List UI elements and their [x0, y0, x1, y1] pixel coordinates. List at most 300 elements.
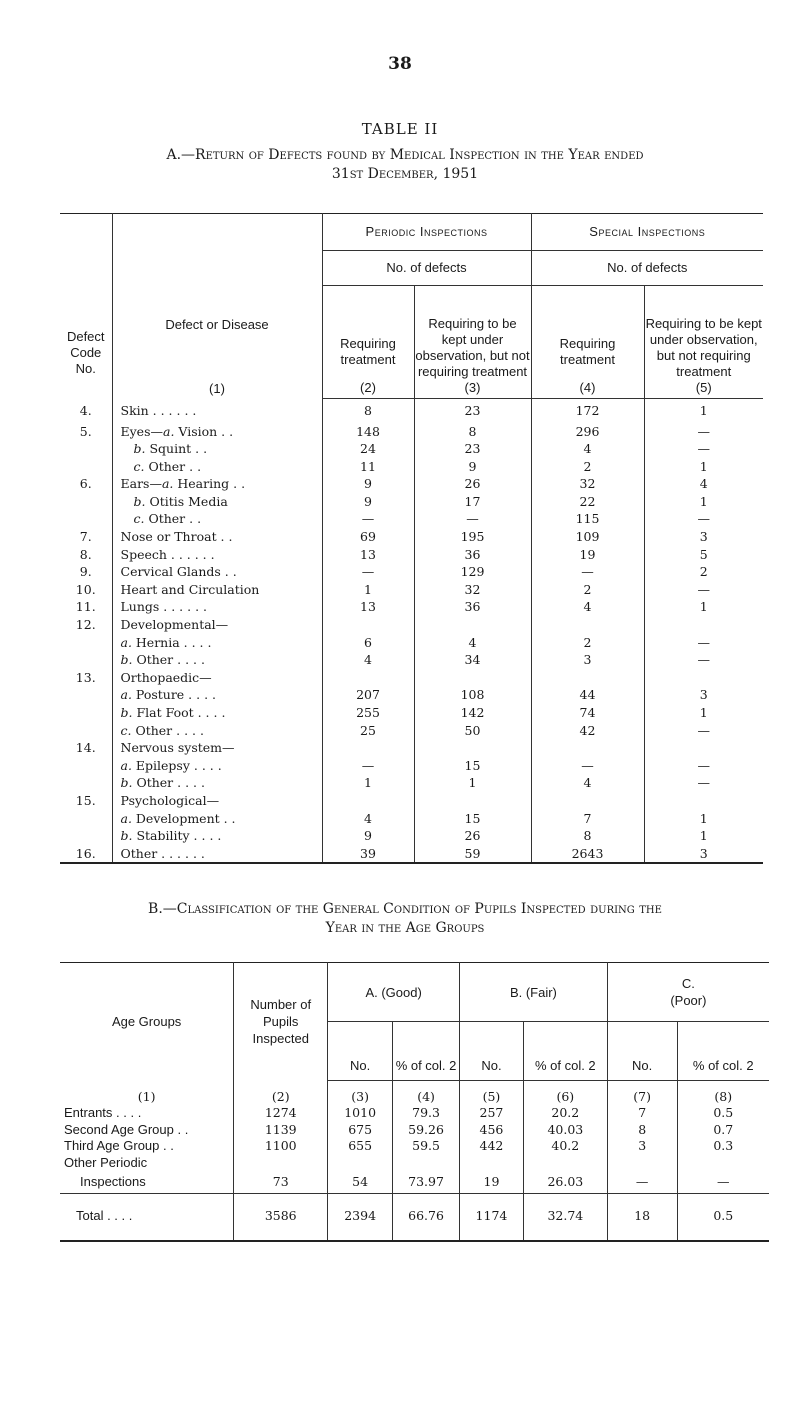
- defect-code: [60, 651, 112, 669]
- defect-label: Speech . . . . . .: [120, 546, 215, 562]
- defect-count-c5: 1: [644, 810, 763, 828]
- total-b-no: 1174: [460, 1193, 524, 1241]
- condition-c-pct: 0.7: [677, 1122, 769, 1139]
- empty-cell: [460, 1155, 524, 1172]
- defect-name: [112, 634, 322, 652]
- defect-name: [112, 458, 322, 476]
- defect-name: [112, 423, 322, 441]
- defect-name: [112, 475, 322, 493]
- defect-count-c3: 50: [414, 722, 531, 740]
- defect-count-c4: 8: [531, 827, 644, 845]
- defect-code: 14.: [75, 740, 96, 756]
- no-of-defects-periodic: No. of defects: [322, 251, 531, 286]
- condition-a-no: 54: [328, 1171, 393, 1193]
- total-c-no: 18: [607, 1193, 677, 1241]
- defect-count-c3: 36: [414, 598, 531, 616]
- defect-count-c3: 36: [414, 546, 531, 564]
- condition-c-no: 7: [607, 1105, 677, 1122]
- defect-count-c5: [644, 792, 763, 810]
- table-row: [60, 563, 763, 581]
- defect-count-c5: —: [644, 440, 763, 458]
- condition-a-no: 655: [328, 1138, 393, 1155]
- defect-count-c3: 9: [414, 458, 531, 476]
- defect-count-c3: 26: [414, 475, 531, 493]
- condition-c-no: 8: [607, 1122, 677, 1139]
- defect-code: [60, 686, 112, 704]
- no-of-defects-special: No. of defects: [531, 251, 763, 286]
- defect-count-c2: 207: [322, 686, 414, 704]
- table-row: [60, 440, 763, 458]
- table-row: [60, 510, 763, 528]
- condition-a-no: 1010: [328, 1105, 393, 1122]
- table-row: [60, 739, 763, 757]
- condition-b-pct: 20.2: [523, 1105, 607, 1122]
- defect-name: [112, 563, 322, 581]
- table-row: [60, 704, 763, 722]
- defect-count-c5: 5: [644, 546, 763, 564]
- defect-name: [112, 598, 322, 616]
- defect-count-c4: [531, 616, 644, 634]
- defect-code: 16.: [75, 845, 96, 861]
- defect-name: [112, 581, 322, 599]
- defect-count-c3: 32: [414, 581, 531, 599]
- defect-count-c3: 195: [414, 528, 531, 546]
- table-row: [60, 634, 763, 652]
- defect-count-c3: 17: [414, 493, 531, 511]
- defect-label: Posture . . . .: [131, 687, 216, 703]
- defect-count-c3: 23: [414, 440, 531, 458]
- defect-count-c3: [414, 739, 531, 757]
- defect-count-c5: —: [644, 634, 763, 652]
- condition-b-no: 257: [460, 1105, 524, 1122]
- defect-count-c3: 129: [414, 563, 531, 581]
- defect-count-c5: [644, 739, 763, 757]
- total-a-no: 2394: [328, 1193, 393, 1241]
- condition-b-no: 442: [460, 1138, 524, 1155]
- defect-name: [112, 510, 322, 528]
- defect-code: [60, 510, 112, 528]
- defect-count-c2: 11: [322, 458, 414, 476]
- defect-label: Other . . . .: [132, 775, 205, 791]
- defect-name: [112, 651, 322, 669]
- defect-count-c2: 148: [322, 423, 414, 441]
- defect-label: Development . .: [131, 810, 236, 826]
- condition-b-pct: 26.03: [523, 1171, 607, 1193]
- section-a-heading-line1: A.—Return of Defects found by Medical Inspection in the Year ended: [166, 147, 644, 163]
- defect-name: [112, 792, 322, 810]
- defect-name: [112, 528, 322, 546]
- defect-count-c5: 1: [644, 458, 763, 476]
- table-row: [60, 810, 763, 828]
- defect-count-c2: 9: [322, 827, 414, 845]
- defect-count-c5: 2: [644, 563, 763, 581]
- defect-letter: b.: [120, 652, 133, 668]
- defect-code: 10.: [75, 581, 96, 597]
- total-n: 3586: [234, 1193, 328, 1241]
- defect-label: Other . . . . . .: [120, 845, 205, 861]
- table-row: [60, 1171, 769, 1193]
- defect-count-c5: 1: [644, 704, 763, 722]
- defect-count-c5: [644, 669, 763, 687]
- defect-letter: b.: [120, 705, 133, 720]
- column-number: (6): [523, 1081, 607, 1106]
- section-a-heading: [40, 146, 770, 184]
- condition-b-no: 19: [460, 1171, 524, 1193]
- defect-count-c4: 44: [531, 686, 644, 704]
- c-pct-header: % of col. 2: [677, 1022, 769, 1081]
- defect-count-c5: —: [644, 581, 763, 599]
- defect-label: Heart and Circulation: [120, 581, 260, 597]
- defect-label: Nose or Throat . .: [120, 529, 233, 545]
- defect-count-c5: 3: [644, 845, 763, 864]
- defect-letter: a.: [120, 757, 132, 773]
- defect-count-c2: —: [322, 510, 414, 528]
- defect-name: [112, 810, 322, 828]
- defect-letter: b.: [133, 493, 146, 509]
- defect-letter: a.: [163, 423, 175, 439]
- defect-code: [60, 722, 112, 740]
- defect-count-c2: [322, 669, 414, 687]
- defect-count-c2: 8: [322, 399, 414, 423]
- defect-count-c4: 2643: [531, 845, 644, 864]
- defect-code: 15.: [75, 792, 96, 808]
- defect-label: Skin . . . . . .: [120, 402, 197, 418]
- col-disease-header: Defect or Disease (1): [112, 214, 322, 399]
- table-row: [60, 493, 763, 511]
- defect-count-c2: 4: [322, 810, 414, 828]
- col-age-header: Age Groups: [111, 1014, 182, 1030]
- column-number: (4): [393, 1081, 460, 1106]
- defect-label: Developmental—: [120, 617, 229, 633]
- condition-c-pct: —: [677, 1171, 769, 1193]
- defect-code: [60, 704, 112, 722]
- defect-letter: c.: [120, 722, 132, 738]
- defect-name: [112, 739, 322, 757]
- defect-count-c4: 3: [531, 651, 644, 669]
- table-row: [60, 651, 763, 669]
- defect-count-c4: 2: [531, 581, 644, 599]
- defect-count-c2: 39: [322, 845, 414, 864]
- defect-label: Flat Foot . . . .: [132, 705, 226, 720]
- defect-name: [112, 493, 322, 511]
- col-code-header: Defect Code No.: [66, 328, 105, 376]
- table-row: [60, 1138, 769, 1155]
- defect-count-c3: 4: [414, 634, 531, 652]
- defect-count-c5: [644, 616, 763, 634]
- condition-table: [60, 962, 769, 1242]
- defect-count-c3: 59: [414, 845, 531, 864]
- condition-a-pct: 59.5: [393, 1138, 460, 1155]
- defect-name: [112, 440, 322, 458]
- defect-label: Other . . . .: [132, 652, 205, 668]
- defect-letter: a.: [120, 634, 132, 650]
- column-number: (5): [460, 1081, 524, 1106]
- defect-count-c5: 1: [644, 598, 763, 616]
- defect-label: Squint . .: [145, 441, 208, 457]
- column-number: (8): [677, 1081, 769, 1106]
- c-no-header: No.: [607, 1022, 677, 1081]
- defect-count-c2: 25: [322, 722, 414, 740]
- condition-b-pct: 40.03: [523, 1122, 607, 1139]
- defect-count-c5: —: [644, 757, 763, 775]
- defect-count-c4: 19: [531, 546, 644, 564]
- defect-label: Stability . . . .: [132, 828, 222, 844]
- defect-count-c4: 172: [531, 399, 644, 423]
- defect-count-c5: —: [644, 722, 763, 740]
- defect-count-c3: 34: [414, 651, 531, 669]
- table-row: [60, 475, 763, 493]
- condition-a-pct: 79.3: [393, 1105, 460, 1122]
- column-number-row: [60, 1081, 769, 1106]
- defect-count-c2: [322, 739, 414, 757]
- table-row: [60, 528, 763, 546]
- total-a-pct: 66.76: [393, 1193, 460, 1241]
- column-number: (1): [137, 1088, 156, 1104]
- table-row: [60, 757, 763, 775]
- defect-count-c3: 15: [414, 757, 531, 775]
- defect-count-c4: 22: [531, 493, 644, 511]
- a-pct-header: % of col. 2: [393, 1022, 460, 1081]
- defect-prefix: Ears—: [120, 476, 162, 492]
- empty-cell: [523, 1155, 607, 1172]
- section-a-heading-line2: 31st December, 1951: [331, 166, 479, 182]
- defect-count-c2: [322, 792, 414, 810]
- defect-count-c3: —: [414, 510, 531, 528]
- defect-count-c3: [414, 792, 531, 810]
- table-row: [60, 792, 763, 810]
- defect-name: [112, 774, 322, 792]
- defect-count-c3: 142: [414, 704, 531, 722]
- defect-code: [60, 440, 112, 458]
- empty-cell: [234, 1155, 328, 1172]
- defect-count-c5: —: [644, 510, 763, 528]
- table-row: [60, 598, 763, 616]
- defect-count-c2: 1: [322, 581, 414, 599]
- group-b-header: B. (Fair): [460, 963, 608, 1022]
- defect-code: [60, 810, 112, 828]
- condition-n: 1139: [234, 1122, 328, 1139]
- defect-count-c4: 2: [531, 458, 644, 476]
- defect-count-c3: [414, 616, 531, 634]
- empty-cell: [393, 1155, 460, 1172]
- defect-count-c3: 108: [414, 686, 531, 704]
- age-group-label: Second Age Group . .: [64, 1121, 189, 1137]
- table-row: [60, 616, 763, 634]
- condition-n: 1100: [234, 1138, 328, 1155]
- table-row: [60, 1105, 769, 1122]
- defect-label: Otitis Media: [145, 493, 228, 509]
- defect-letter: b.: [120, 828, 133, 844]
- defects-table: [60, 213, 763, 864]
- defect-name: [112, 669, 322, 687]
- defect-count-c4: 4: [531, 598, 644, 616]
- defect-letter: b.: [120, 775, 133, 791]
- defect-letter: a.: [161, 476, 174, 492]
- defect-count-c2: 255: [322, 704, 414, 722]
- condition-a-pct: 73.97: [393, 1171, 460, 1193]
- defect-code: [60, 634, 112, 652]
- col3-header: Requiring to be kept under observation, but not requiring treatment (3): [414, 286, 531, 399]
- defect-count-c5: 3: [644, 686, 763, 704]
- table-row: [60, 669, 763, 687]
- defect-letter: a.: [120, 687, 132, 703]
- defect-count-c2: 9: [322, 475, 414, 493]
- defect-code: 7.: [79, 529, 92, 545]
- defect-count-c4: 2: [531, 634, 644, 652]
- defect-label: Hernia . . . .: [131, 634, 212, 650]
- table-row: [60, 399, 763, 423]
- table-row: [60, 1155, 769, 1172]
- defect-name: [112, 546, 322, 564]
- defect-name: [112, 845, 322, 864]
- defect-count-c5: 4: [644, 475, 763, 493]
- col2-header: Requiring treatment (2): [322, 286, 414, 399]
- defect-count-c5: —: [644, 774, 763, 792]
- condition-a-no: 675: [328, 1122, 393, 1139]
- a-no-header: No.: [328, 1022, 393, 1081]
- empty-cell: [607, 1155, 677, 1172]
- defect-letter: b.: [133, 441, 146, 457]
- age-group-label: Entrants . . . .: [64, 1105, 142, 1120]
- defect-count-c2: —: [322, 563, 414, 581]
- defect-code: 5.: [79, 423, 92, 439]
- condition-a-pct: 59.26: [393, 1122, 460, 1139]
- b-no-header: No.: [460, 1022, 524, 1081]
- defect-count-c2: 1: [322, 774, 414, 792]
- column-number: (2): [234, 1081, 328, 1106]
- defect-code: [60, 493, 112, 511]
- defect-label: Vision . .: [174, 423, 234, 439]
- defect-label: Other . .: [144, 458, 202, 474]
- defect-count-c5: 1: [644, 399, 763, 423]
- defect-label: Lungs . . . . . .: [120, 599, 207, 615]
- defect-label: Hearing . .: [173, 476, 246, 492]
- defect-code: [60, 757, 112, 775]
- defect-count-c2: 13: [322, 546, 414, 564]
- defect-count-c4: 4: [531, 440, 644, 458]
- defect-count-c4: 32: [531, 475, 644, 493]
- defect-count-c3: 23: [414, 399, 531, 423]
- defect-name: [112, 722, 322, 740]
- column-number: (7): [607, 1081, 677, 1106]
- defect-count-c4: [531, 739, 644, 757]
- defect-label: Orthopaedic—: [120, 669, 212, 685]
- defect-count-c4: —: [531, 757, 644, 775]
- condition-c-no: 3: [607, 1138, 677, 1155]
- col4-header: Requiring treatment (4): [531, 286, 644, 399]
- defect-letter: c.: [133, 458, 145, 474]
- col5-header: Requiring to be kept under observation, but not requiring treatment (5): [644, 286, 763, 399]
- defect-count-c3: 8: [414, 423, 531, 441]
- defect-name: [112, 704, 322, 722]
- defect-count-c4: 115: [531, 510, 644, 528]
- total-label: Total . . . .: [60, 1193, 234, 1241]
- table-row: [60, 546, 763, 564]
- defect-count-c5: —: [644, 651, 763, 669]
- defect-code: 12.: [75, 617, 96, 633]
- age-group-label: Third Age Group . .: [64, 1138, 174, 1153]
- table-row: [60, 827, 763, 845]
- defect-count-c4: 42: [531, 722, 644, 740]
- defect-count-c4: 4: [531, 774, 644, 792]
- condition-c-pct: 0.3: [677, 1138, 769, 1155]
- empty-cell: [677, 1155, 769, 1172]
- table-row: [60, 774, 763, 792]
- empty-cell: [328, 1155, 393, 1172]
- table-row: [60, 722, 763, 740]
- table-row: [60, 581, 763, 599]
- defect-count-c4: —: [531, 563, 644, 581]
- defect-count-c4: 74: [531, 704, 644, 722]
- defect-name: [112, 399, 322, 423]
- defect-count-c2: 69: [322, 528, 414, 546]
- defect-count-c3: 15: [414, 810, 531, 828]
- defect-code: 8.: [79, 546, 92, 562]
- defect-code: [60, 774, 112, 792]
- defect-label: Cervical Glands . .: [120, 564, 237, 580]
- defect-count-c5: 1: [644, 827, 763, 845]
- condition-b-no: 456: [460, 1122, 524, 1139]
- total-b-pct: 32.74: [523, 1193, 607, 1241]
- col-number-header: Number of Pupils Inspected: [234, 963, 328, 1081]
- section-b-heading-line1: B.—Classification of the General Condition of Pupils Inspected during the: [148, 901, 662, 917]
- group-special-header: Special Inspections: [531, 214, 763, 251]
- defect-name: [112, 616, 322, 634]
- defect-count-c2: [322, 616, 414, 634]
- table-row: [60, 458, 763, 476]
- condition-b-pct: 40.2: [523, 1138, 607, 1155]
- defect-label: Psychological—: [120, 792, 220, 808]
- defect-count-c5: —: [644, 423, 763, 441]
- total-c-pct: 0.5: [677, 1193, 769, 1241]
- defect-count-c4: [531, 792, 644, 810]
- defect-name: [112, 827, 322, 845]
- condition-c-pct: 0.5: [677, 1105, 769, 1122]
- condition-n: 1274: [234, 1105, 328, 1122]
- defect-count-c2: 6: [322, 634, 414, 652]
- defect-count-c2: —: [322, 757, 414, 775]
- defect-count-c2: 9: [322, 493, 414, 511]
- defect-letter: c.: [133, 511, 145, 527]
- condition-n: 73: [234, 1171, 328, 1193]
- defect-code: 4.: [79, 402, 92, 418]
- group-c-header: C. (Poor): [607, 963, 769, 1022]
- age-group-label-cont: Inspections: [80, 1173, 146, 1189]
- defect-letter: a.: [120, 810, 132, 826]
- defect-count-c4: 7: [531, 810, 644, 828]
- table-row: [60, 423, 763, 441]
- age-group-label: Other Periodic: [64, 1154, 148, 1170]
- defect-count-c3: [414, 669, 531, 687]
- defect-count-c4: 109: [531, 528, 644, 546]
- condition-c-no: —: [607, 1171, 677, 1193]
- defect-label: Other . .: [144, 511, 202, 527]
- defect-count-c3: 26: [414, 827, 531, 845]
- defect-count-c4: [531, 669, 644, 687]
- defect-label: Epilepsy . . . .: [131, 757, 222, 773]
- b-pct-header: % of col. 2: [523, 1022, 607, 1081]
- defect-label: Nervous system—: [120, 740, 235, 756]
- table-row: [60, 845, 763, 864]
- table-title: TABLE II: [361, 120, 439, 138]
- defect-code: 13.: [75, 669, 96, 685]
- defect-code: 9.: [79, 564, 92, 580]
- defect-count-c2: 13: [322, 598, 414, 616]
- defect-code: [60, 458, 112, 476]
- defect-name: [112, 686, 322, 704]
- group-periodic-header: Periodic Inspections: [322, 214, 531, 251]
- defect-label: Other . . . .: [131, 722, 204, 738]
